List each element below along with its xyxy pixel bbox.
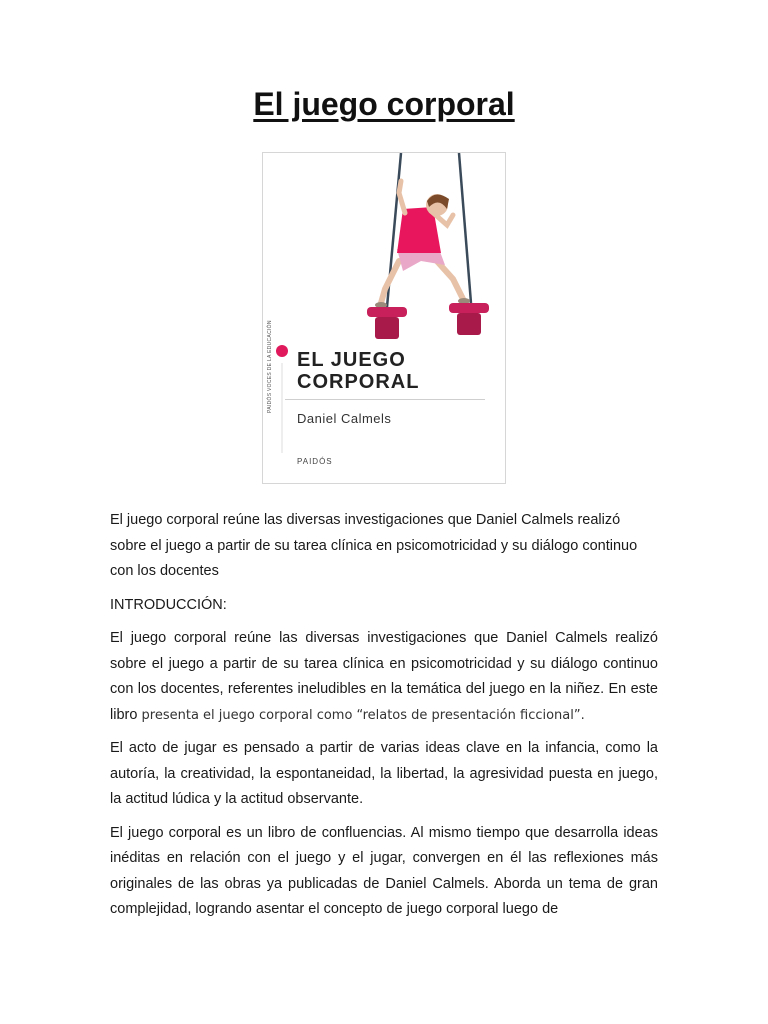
page-title: El juego corporal xyxy=(253,86,515,122)
cover-publisher: PAIDÓS xyxy=(297,457,333,466)
swing-rope-right xyxy=(459,153,471,303)
paragraph-acto-de-jugar: El acto de jugar es pensado a partir de varias ideas clave en la infancia, como la autoría, la creatividad, la espontaneidad, la libertad, la agresividad puesta en juego, la actitud lúdica y la actitud observante. xyxy=(110,740,658,807)
cover-author: Daniel Calmels xyxy=(297,411,392,426)
document-body xyxy=(110,508,658,931)
book-cover-image xyxy=(262,152,506,484)
paragraph-confluencias: El juego corporal es un libro de confluencias. Al mismo tiempo que desarrolla ideas inéditas en relación con el juego y el jugar, convergen en él las reflexiones más originales de las obras ya publicadas de Daniel Calmels. Aborda un tema de gran complejidad, logrando asentar el concepto de juego corporal luego de xyxy=(110,824,658,917)
cover-accent-dot xyxy=(276,345,288,357)
swing-seat-left xyxy=(367,307,407,339)
cover-divider xyxy=(285,399,485,400)
paragraph-intro-quote: presenta el juego corporal como “relatos de presentación ficcional”. xyxy=(137,707,585,723)
paragraph-intro xyxy=(110,626,658,728)
cover-title: EL JUEGO CORPORAL xyxy=(297,349,420,393)
cover-illustration xyxy=(263,153,506,484)
paragraph-summary: El juego corporal reúne las diversas investigaciones que Daniel Calmels realizó sobre el juego a partir de su tarea clínica en psicomotricidad y su diálogo continuo con los docentes xyxy=(110,512,638,579)
section-heading-introduccion: INTRODUCCIÓN: xyxy=(110,596,227,613)
paragraph-intro-main: El juego corporal reúne las diversas investigaciones que Daniel Calmels realizó sobre el juego a partir de su tarea clínica en psicomotricidad y su diálogo continuo con los docentes, referentes ineludibles en la temática del juego en la niñez. En este libro xyxy=(110,630,658,723)
child-leg-right xyxy=(435,259,463,299)
swing-seat-right xyxy=(449,303,489,335)
cover-series-text: PAIDÓS VOCES DE LA EDUCACIÓN xyxy=(267,320,273,413)
child-arm-left xyxy=(399,181,405,213)
